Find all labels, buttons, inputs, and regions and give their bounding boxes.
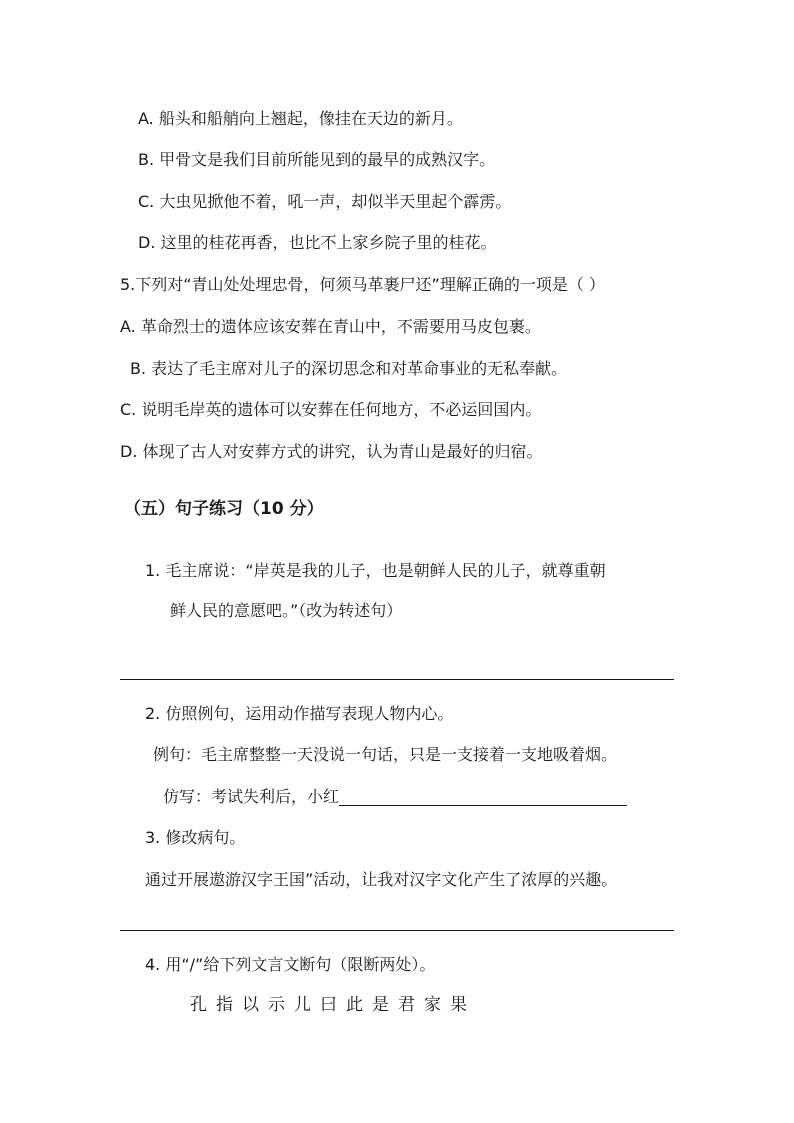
section-heading: （五）句子练习（10 分）: [124, 499, 324, 519]
q4-option-c: C. 大虫见掀他不着，吼一声，却似半天里起个霹雳。: [138, 192, 512, 211]
q1-line-1: 1. 毛主席说：“岸英是我的儿子，也是朝鲜人民的儿子，就尊重朝: [145, 561, 606, 580]
q3-answer-line[interactable]: [120, 930, 674, 931]
q2-stem: 2. 仿照例句，运用动作描写表现人物内心。: [145, 704, 454, 723]
q4-option-d: D. 这里的桂花再香，也比不上家乡院子里的桂花。: [138, 233, 497, 252]
q4-stem: 4. 用“/”给下列文言文断句（限断两处）。: [145, 955, 436, 974]
q2-example: 例句：毛主席整整一天没说一句话，只是一支接着一支地吸着烟。: [153, 745, 618, 764]
q1-line-2: 鲜人民的意愿吧。”（改为转述句）: [170, 601, 403, 620]
q5-stem: 5.下列对“青山处处埋忠骨，何须马革裹尸还”理解正确的一项是（ ）: [120, 275, 605, 294]
q2-imitate-prompt: 仿写：考试失利后，小红: [163, 787, 340, 806]
q5-option-b: B. 表达了毛主席对儿子的深切思念和对革命事业的无私奉献。: [130, 359, 568, 378]
q4-classical-text: 孔指以示儿曰此是君家果: [190, 995, 476, 1015]
q5-option-a: A. 革命烈士的遗体应该安葬在青山中，不需要用马皮包裹。: [120, 317, 541, 336]
q2-answer-blank[interactable]: [339, 787, 627, 806]
q4-option-a: A. 船头和船艄向上翘起，像挂在天边的新月。: [138, 109, 463, 128]
q5-option-c: C. 说明毛岸英的遗体可以安葬在任何地方，不必运回国内。: [120, 400, 542, 419]
q4-option-b: B. 甲骨文是我们目前所能见到的最早的成熟汉字。: [138, 150, 496, 169]
q3-stem: 3. 修改病句。: [145, 828, 246, 847]
q2-imitate-row: [163, 786, 627, 808]
q5-option-d: D. 体现了古人对安葬方式的讲究，认为青山是最好的归宿。: [120, 442, 543, 461]
q1-answer-line[interactable]: [120, 679, 674, 680]
q3-sentence: 通过开展遨游汉字王国”活动，让我对汉字文化产生了浓厚的兴趣。: [145, 870, 618, 889]
